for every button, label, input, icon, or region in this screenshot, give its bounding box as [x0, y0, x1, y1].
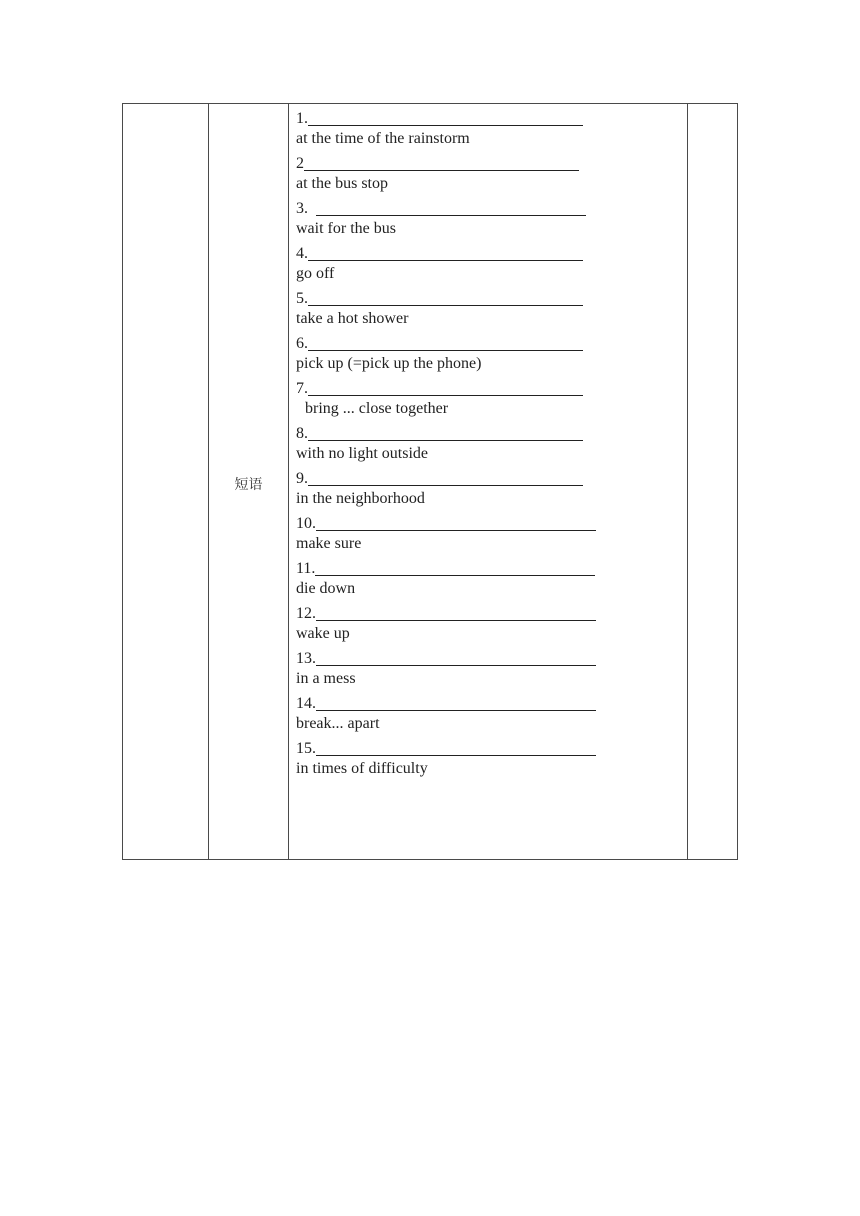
blank-rule — [316, 692, 596, 711]
item-number: 1. — [296, 109, 308, 127]
phrase-text: with no light outside — [296, 444, 428, 462]
answer-blank[interactable] — [296, 510, 681, 533]
phrase-item-10 — [296, 510, 681, 555]
answer-blank[interactable] — [296, 690, 681, 713]
answer-blank[interactable] — [296, 240, 681, 263]
phrase-text: at the time of the rainstorm — [296, 129, 470, 147]
phrase-text: go off — [296, 264, 335, 282]
answer-blank[interactable] — [296, 150, 681, 173]
phrase-text: in the neighborhood — [296, 489, 425, 507]
phrase-table — [122, 103, 738, 860]
phrase-text: die down — [296, 579, 356, 597]
blank-rule — [316, 737, 596, 756]
item-number: 10. — [296, 514, 316, 532]
blank-rule — [316, 512, 596, 531]
item-number: 12. — [296, 604, 316, 622]
phrase-list — [296, 105, 681, 780]
phrase-text: in times of difficulty — [296, 759, 428, 777]
blank-rule — [308, 467, 583, 486]
phrase-item-7 — [296, 375, 681, 420]
column-divider-3 — [687, 104, 688, 859]
item-number: 5. — [296, 289, 308, 307]
phrase-item-13 — [296, 645, 681, 690]
phrase-text: at the bus stop — [296, 174, 388, 192]
blank-rule — [308, 242, 583, 261]
category-label: 短语 — [234, 477, 263, 493]
blank-rule — [308, 107, 583, 126]
answer-blank[interactable] — [296, 195, 681, 218]
item-number: 6. — [296, 334, 308, 352]
blank-rule — [308, 287, 583, 306]
item-number: 2 — [296, 154, 304, 172]
phrase-item-14 — [296, 690, 681, 735]
answer-blank[interactable] — [296, 105, 681, 128]
item-number: 8. — [296, 424, 308, 442]
answer-blank[interactable] — [296, 285, 681, 308]
item-number: 15. — [296, 739, 316, 757]
phrase-item-3 — [296, 195, 681, 240]
phrase-item-5 — [296, 285, 681, 330]
phrase-item-9 — [296, 465, 681, 510]
phrase-text: pick up (=pick up the phone) — [296, 354, 482, 372]
blank-rule — [304, 152, 579, 171]
phrase-text: wake up — [296, 624, 350, 642]
item-number: 9. — [296, 469, 308, 487]
item-number: 7. — [296, 379, 308, 397]
phrase-item-6 — [296, 330, 681, 375]
item-number: 4. — [296, 244, 308, 262]
item-number: 14. — [296, 694, 316, 712]
phrase-item-11 — [296, 555, 681, 600]
phrase-text: break... apart — [296, 714, 380, 732]
phrase-text: in a mess — [296, 669, 356, 687]
blank-rule — [316, 647, 596, 666]
answer-blank[interactable] — [296, 555, 681, 578]
answer-blank[interactable] — [296, 330, 681, 353]
item-number: 13. — [296, 649, 316, 667]
blank-rule — [308, 377, 583, 396]
phrase-item-1 — [296, 105, 681, 150]
phrase-text: bring ... close together — [305, 399, 449, 417]
phrase-text: wait for the bus — [296, 219, 396, 237]
item-number: 3. — [296, 199, 308, 217]
phrase-item-15 — [296, 735, 681, 780]
answer-blank[interactable] — [296, 420, 681, 443]
column-divider-2 — [288, 104, 289, 859]
blank-rule — [308, 422, 583, 441]
blank-rule — [308, 332, 583, 351]
phrase-item-4 — [296, 240, 681, 285]
answer-blank[interactable] — [296, 375, 681, 398]
phrase-text: take a hot shower — [296, 309, 409, 327]
blank-rule — [316, 197, 586, 216]
item-number: 11. — [296, 559, 316, 577]
blank-rule — [316, 602, 596, 621]
phrase-item-2 — [296, 150, 681, 195]
answer-blank[interactable] — [296, 465, 681, 488]
answer-blank[interactable] — [296, 735, 681, 758]
answer-blank[interactable] — [296, 645, 681, 668]
phrase-text: make sure — [296, 534, 362, 552]
blank-rule — [315, 557, 595, 576]
phrase-item-12 — [296, 600, 681, 645]
phrase-item-8 — [296, 420, 681, 465]
answer-blank[interactable] — [296, 600, 681, 623]
